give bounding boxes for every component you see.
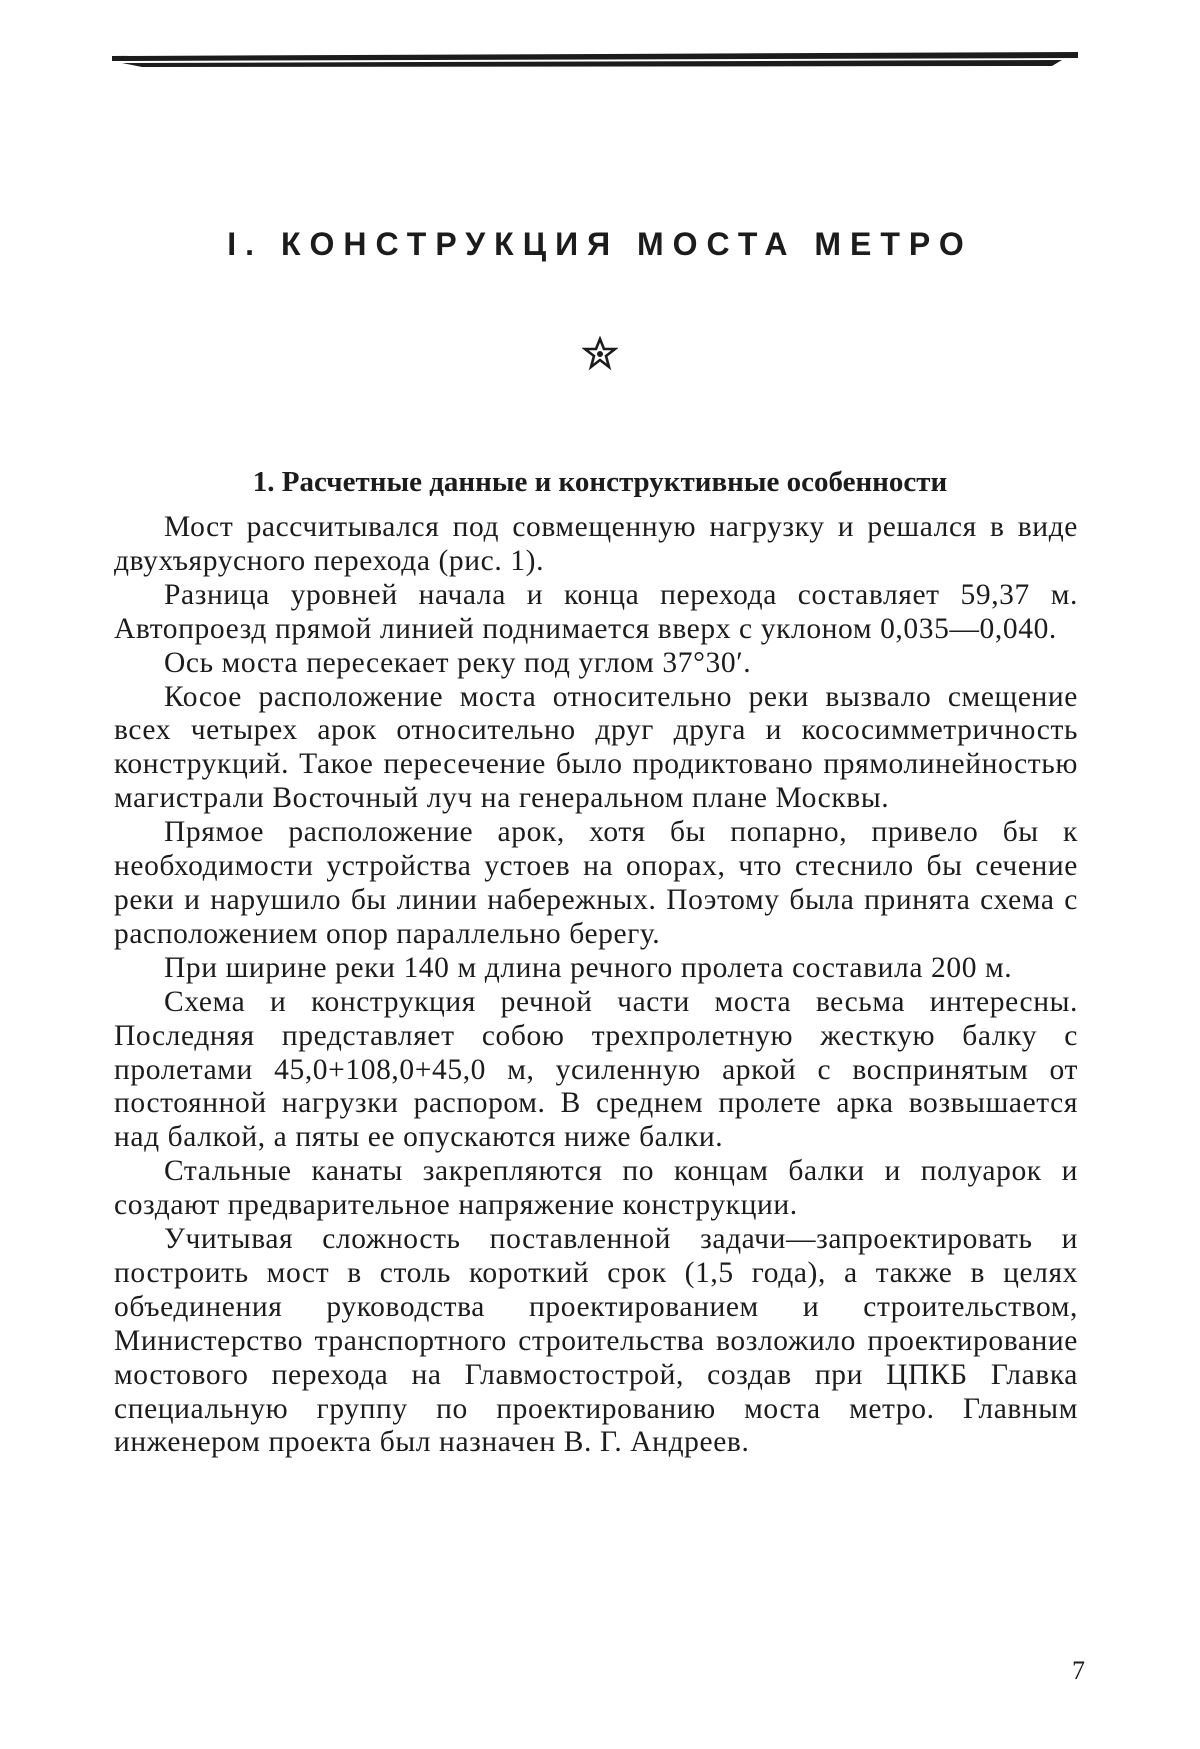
paragraph: Разница уровней начала и конца перехода составляет 59,37 м. Автопроезд прямой линией поднимается вверх с уклоном 0,035—0,040. xyxy=(114,578,1078,645)
paragraph: Косое расположение моста относительно реки вызвало смещение всех четырех арок относительно друг друга и кососимметричность конструкций. Такое пересечение было продиктовано прямолинейностью магистрали Восточный луч на генеральном плане Москвы. xyxy=(114,680,1078,815)
chapter-title: I. КОНСТРУКЦИЯ МОСТА МЕТРО xyxy=(227,226,973,262)
paragraph: Учитывая сложность поставленной задачи—запроектировать и построить мост в столь короткий срок (1,5 года), а также в целях объединения руководства проектированием и строительством, Министерство транспортного строительства возложило проектирование мостового перехода на Главмостострой, создав при ЦПКБ Главка специальную группу по проектированию моста метро. Главным инженером проекта был назначен В. Г. Андреев. xyxy=(114,1223,1078,1459)
page-number: 7 xyxy=(1072,1656,1085,1685)
paragraph: При ширине реки 140 м длина речного пролета составила 200 м. xyxy=(164,951,1013,984)
paragraph: Мост рассчитывался под совмещенную нагрузку и решался в виде двухъярусного перехода (рис. 1). xyxy=(114,511,1078,577)
section-title: 1. Расчетные данные и конструктивные особенности xyxy=(252,466,948,498)
paragraph: Схема и конструкция речной части моста весьма интересны. Последняя представляет собою трехпролетную жесткую балку с пролетами 45,0+108,0+45,0 м, усиленную аркой с воспринятым от постоянной нагрузки распором. В среднем пролете арка возвышается над балкой, а пяты ее опускаются ниже балки. xyxy=(114,985,1078,1154)
paragraph: Прямое расположение арок, хотя бы попарно, привело бы к необходимости устройства устоев на опорах, что стеснило бы сечение реки и нарушило бы линии набережных. Поэтому была принята схема с расположением опор параллельно берегу. xyxy=(114,816,1078,950)
body-text xyxy=(114,511,1078,1460)
star-ornament-icon xyxy=(582,336,618,372)
paragraph: Ось моста пересекает реку под углом 37°30′. xyxy=(164,646,752,679)
header-rule xyxy=(112,46,1078,74)
paragraph: Стальные канаты закрепляются по концам балки и полуарок и создают предварительное напряжение конструкции. xyxy=(114,1155,1078,1222)
